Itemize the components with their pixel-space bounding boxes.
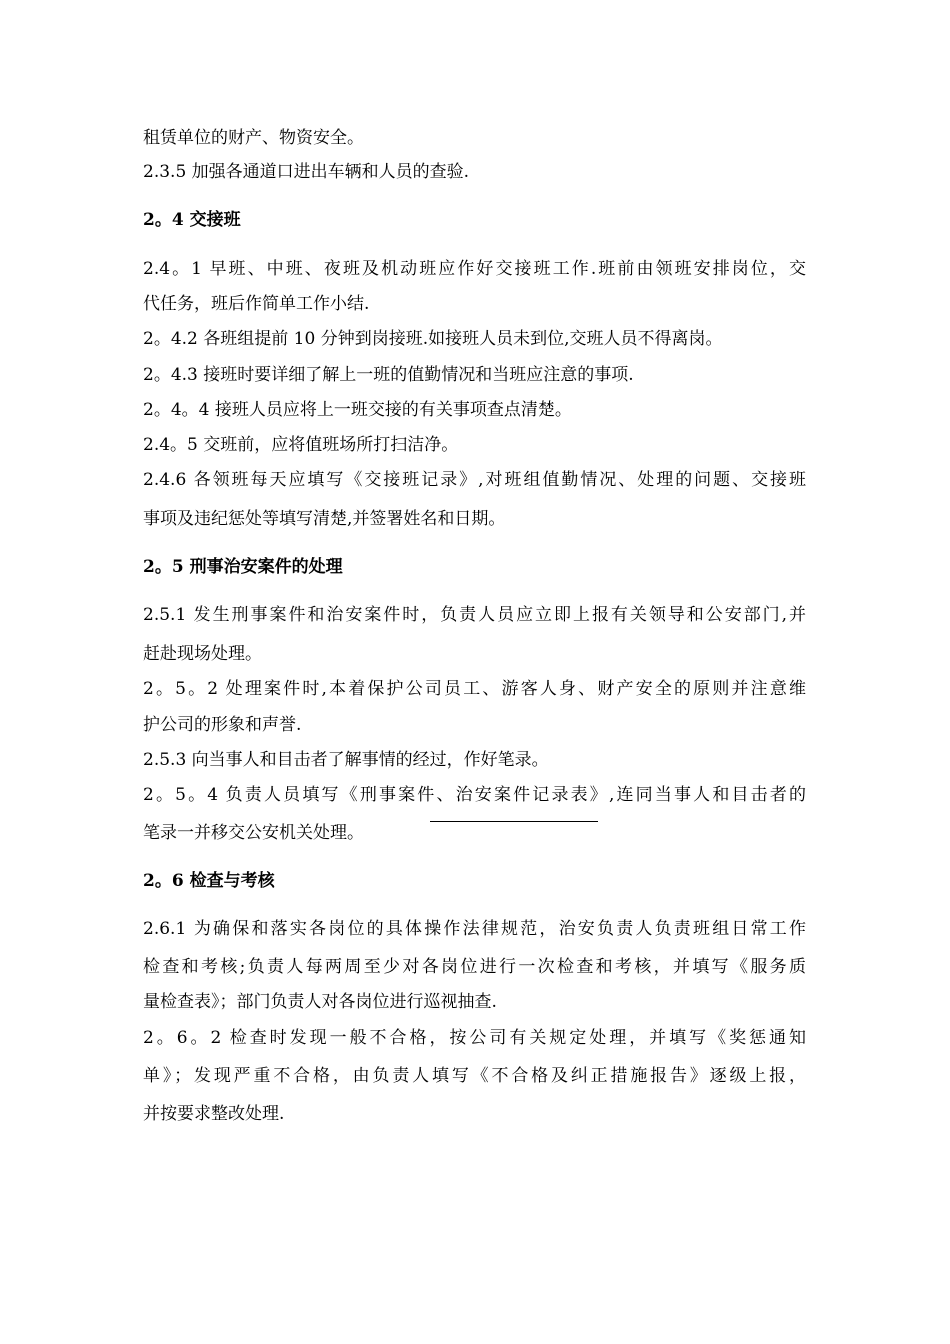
text-line: 2.4.6 各领班每天应填写《交接班记录》,对班组值勤情况、处理的问题、交接班 (143, 470, 806, 490)
text-line: 单》；发现严重不合格，由负责人填写《不合格及纠正措施报告》逐级上报， (143, 1066, 806, 1086)
text-line: 2.3.5 加强各通道口进出车辆和人员的查验. (143, 162, 470, 182)
text-line: 2.4。1 早班、中班、夜班及机动班应作好交接班工作.班前由领班安排岗位，交 (143, 259, 806, 279)
text-line: 2.5.3 向当事人和目击者了解事情的经过，作好笔录。 (143, 750, 549, 770)
text-line: 2。4。4 接班人员应将上一班交接的有关事项查点清楚。 (143, 400, 572, 420)
text-line: 2。4.3 接班时要详细了解上一班的值勤情况和当班应注意的事项. (143, 365, 634, 385)
text-line: 2。4.2 各班组提前 10 分钟到岗接班.如接班人员未到位,交班人员不得离岗。 (143, 329, 723, 349)
text-line: 2.4。5 交班前，应将值班场所打扫洁净。 (143, 435, 459, 455)
section-heading: 2。5 刑事治安案件的处理 (143, 557, 343, 577)
text-line: 护公司的形象和声誉. (143, 715, 302, 735)
text-line: 检查和考核;负责人每两周至少对各岗位进行一次检查和考核，并填写《服务质 (143, 957, 806, 977)
section-heading: 2。4 交接班 (143, 210, 241, 230)
text-line: 量检查表》；部门负责人对各岗位进行巡视抽查. (143, 992, 497, 1012)
section-heading: 2。6 检查与考核 (143, 871, 275, 891)
text-line: 代任务，班后作简单工作小结. (143, 294, 370, 314)
underline-rule (430, 821, 598, 822)
text-line: 2。5。4 负责人员填写《刑事案件、治安案件记录表》,连同当事人和目击者的 (143, 785, 806, 805)
text-line: 租赁单位的财产、物资安全。 (143, 128, 364, 148)
text-line: 赶赴现场处理。 (143, 644, 262, 664)
text-line: 笔录一并移交公安机关处理。 (143, 823, 364, 843)
text-line: 2.5.1 发生刑事案件和治安案件时，负责人员应立即上报有关领导和公安部门,并 (143, 605, 806, 625)
text-line: 2。6。2 检查时发现一般不合格，按公司有关规定处理，并填写《奖惩通知 (143, 1028, 806, 1048)
text-line: 事项及违纪惩处等填写清楚,并签署姓名和日期。 (143, 509, 506, 529)
text-line: 2。5。2 处理案件时,本着保护公司员工、游客人身、财产安全的原则并注意维 (143, 679, 806, 699)
text-line: 并按要求整改处理. (143, 1104, 285, 1124)
text-line: 2.6.1 为确保和落实各岗位的具体操作法律规范，治安负责人负责班组日常工作 (143, 919, 806, 939)
